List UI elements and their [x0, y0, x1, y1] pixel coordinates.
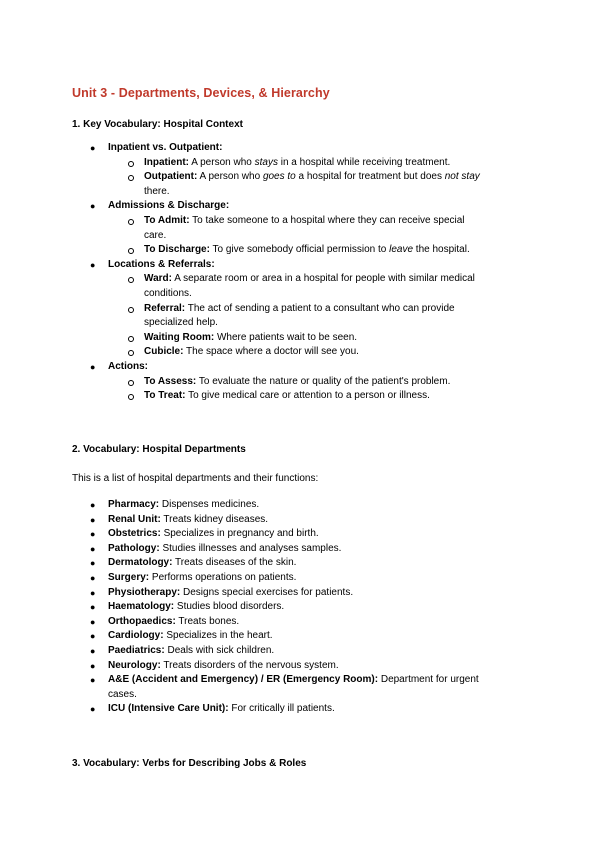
vocab-definition: The act of sending a patient to a consultant who can provide	[185, 302, 455, 314]
department-function: Treats bones.	[175, 615, 240, 627]
bullet-icon: ●	[90, 602, 96, 613]
vocab-term: Inpatient:	[144, 156, 189, 168]
department-function: Performs operations on patients.	[149, 572, 297, 583]
department-function: Studies illnesses and analyses samples.	[159, 542, 342, 554]
vocab-term: To Treat:	[144, 390, 186, 402]
vocab-definition: A separate room or area in a hospital for people with similar medical	[171, 273, 475, 285]
vocab-definition: To evaluate the nature or quality of the patient's problem.	[196, 375, 451, 387]
section-2-heading: 2. Vocabulary: Hospital Departments	[72, 444, 246, 455]
vocab-item-continuation	[144, 185, 170, 199]
vocab-item	[144, 214, 465, 228]
department-item	[108, 659, 339, 673]
vocab-definition: Where patients wait to be seen.	[214, 331, 358, 343]
vocab-term: Outpatient:	[144, 171, 198, 183]
vocab-definition: To give somebody official permission to	[209, 244, 390, 256]
hollow-bullet-icon	[128, 350, 134, 356]
department-name: Neurology:	[108, 659, 161, 671]
bullet-icon: ●	[90, 143, 96, 153]
department-item	[108, 644, 274, 658]
group-label	[108, 141, 222, 155]
section-1-heading: 1. Key Vocabulary: Hospital Context	[72, 119, 243, 130]
vocab-item	[144, 156, 450, 170]
vocab-term: Cubicle:	[144, 346, 184, 358]
department-function: For critically ill patients.	[228, 703, 335, 715]
department-function: Treats disorders of the nervous system.	[160, 659, 339, 671]
section-3-heading: 3. Vocabulary: Verbs for Describing Jobs & Roles	[72, 758, 307, 769]
bullet-icon: ●	[90, 675, 96, 686]
hollow-bullet-icon	[128, 277, 134, 283]
department-function: Studies blood disorders.	[174, 601, 285, 613]
vocab-item	[144, 302, 455, 316]
group-label-text: Locations & Referrals:	[108, 258, 215, 270]
department-function: Designs special exercises for patients.	[180, 586, 354, 598]
department-item	[108, 542, 341, 556]
department-name: Obstetrics:	[108, 528, 161, 540]
department-name: Pathology:	[108, 542, 160, 554]
group-label-text: Admissions & Discharge:	[108, 200, 230, 212]
hollow-bullet-icon	[128, 248, 134, 254]
vocab-item	[144, 345, 359, 359]
vocab-item-continuation	[144, 316, 218, 330]
bullet-icon: ●	[90, 362, 96, 372]
hollow-bullet-icon	[128, 219, 134, 225]
department-name: Paediatrics:	[108, 645, 165, 656]
vocab-item	[144, 375, 450, 389]
department-item	[108, 571, 296, 585]
department-name: Orthopaedics:	[108, 615, 176, 627]
department-name: ICU (Intensive Care Unit):	[108, 703, 229, 715]
vocab-term: Referral:	[144, 302, 186, 314]
hollow-bullet-icon	[128, 175, 134, 181]
department-item	[108, 527, 319, 541]
department-function: Specializes in pregnancy and birth.	[160, 528, 319, 540]
department-item	[108, 673, 479, 687]
vocab-definition: a hospital for treatment but does	[295, 171, 445, 183]
department-item	[108, 702, 335, 716]
department-function: cases.	[108, 688, 137, 700]
department-name: Physiotherapy:	[108, 586, 181, 598]
department-item	[108, 586, 353, 600]
department-name: Pharmacy:	[108, 499, 160, 510]
group-label	[108, 258, 215, 272]
department-item	[108, 615, 239, 629]
department-name: Cardiology:	[108, 630, 164, 642]
bullet-icon: ●	[90, 704, 96, 715]
department-item	[108, 513, 268, 527]
bullet-icon: ●	[90, 573, 96, 583]
vocab-emphasis: leave	[389, 244, 414, 256]
vocab-item	[144, 331, 357, 345]
vocab-definition: conditions.	[144, 288, 192, 299]
group-label-text: Inpatient vs. Outpatient:	[108, 142, 223, 153]
vocab-emphasis: goes to	[262, 171, 296, 183]
vocab-item	[144, 272, 475, 286]
bullet-icon: ●	[90, 631, 96, 642]
department-item	[108, 498, 259, 512]
vocab-item	[144, 170, 480, 184]
bullet-icon: ●	[90, 543, 96, 554]
bullet-icon: ●	[90, 587, 96, 598]
department-function: Treats kidney diseases.	[160, 513, 269, 525]
vocab-emphasis: stays	[254, 156, 278, 168]
vocab-item	[144, 243, 470, 257]
hollow-bullet-icon	[128, 307, 134, 313]
department-function: Treats diseases of the skin.	[172, 557, 297, 569]
section-2-intro: This is a list of hospital departments and their functions:	[72, 473, 319, 484]
hollow-bullet-icon	[128, 380, 134, 386]
bullet-icon: ●	[90, 514, 96, 525]
vocab-definition: The space where a doctor will see you.	[183, 346, 359, 358]
department-function: Specializes in the heart.	[163, 630, 273, 642]
group-label	[108, 360, 148, 374]
bullet-icon: ●	[90, 201, 96, 212]
group-label	[108, 199, 229, 213]
vocab-definition: care.	[144, 229, 167, 241]
bullet-icon: ●	[90, 529, 96, 540]
hollow-bullet-icon	[128, 394, 134, 400]
vocab-definition: in a hospital while receiving treatment.	[277, 156, 451, 168]
vocab-definition: A person who	[197, 171, 263, 183]
bullet-icon: ●	[90, 500, 96, 510]
department-name: Haematology:	[108, 601, 175, 613]
hollow-bullet-icon	[128, 336, 134, 342]
department-item-continuation	[108, 688, 137, 702]
vocab-term: To Admit:	[144, 215, 190, 226]
bullet-icon: ●	[90, 616, 96, 627]
department-name: A&E (Accident and Emergency) / ER (Emergency Room):	[108, 674, 379, 686]
group-label-text: Actions:	[108, 361, 148, 372]
bullet-icon: ●	[90, 646, 96, 656]
department-item	[108, 600, 284, 614]
vocab-item-continuation	[144, 229, 166, 243]
vocab-definition: A person who	[189, 156, 255, 168]
department-function: Dispenses medicines.	[159, 499, 260, 510]
bullet-icon: ●	[90, 259, 96, 270]
vocab-term: To Discharge:	[144, 244, 210, 256]
hollow-bullet-icon	[128, 161, 134, 167]
department-name: Renal Unit:	[108, 513, 161, 525]
department-name: Surgery:	[108, 572, 150, 583]
department-item	[108, 556, 296, 570]
vocab-definition: there.	[144, 185, 170, 197]
vocab-item-continuation	[144, 287, 192, 301]
vocab-emphasis: not stay	[444, 171, 480, 183]
vocab-term: Ward:	[144, 273, 172, 285]
department-item	[108, 629, 273, 643]
vocab-term: Waiting Room:	[144, 331, 215, 343]
vocab-definition: To take someone to a hospital where they can receive special	[189, 215, 465, 226]
vocab-definition: To give medical care or attention to a person or illness.	[185, 390, 430, 402]
vocab-term: To Assess:	[144, 375, 197, 387]
vocab-definition: specialized help.	[144, 317, 218, 329]
page-title: Unit 3 - Departments, Devices, & Hierarchy	[72, 86, 330, 100]
vocab-definition: the hospital.	[413, 244, 470, 256]
vocab-item	[144, 389, 430, 403]
bullet-icon: ●	[90, 558, 96, 569]
department-function: Department for urgent	[378, 674, 479, 686]
department-function: Deals with sick children.	[164, 645, 275, 656]
bullet-icon: ●	[90, 660, 96, 671]
department-name: Dermatology:	[108, 557, 173, 569]
